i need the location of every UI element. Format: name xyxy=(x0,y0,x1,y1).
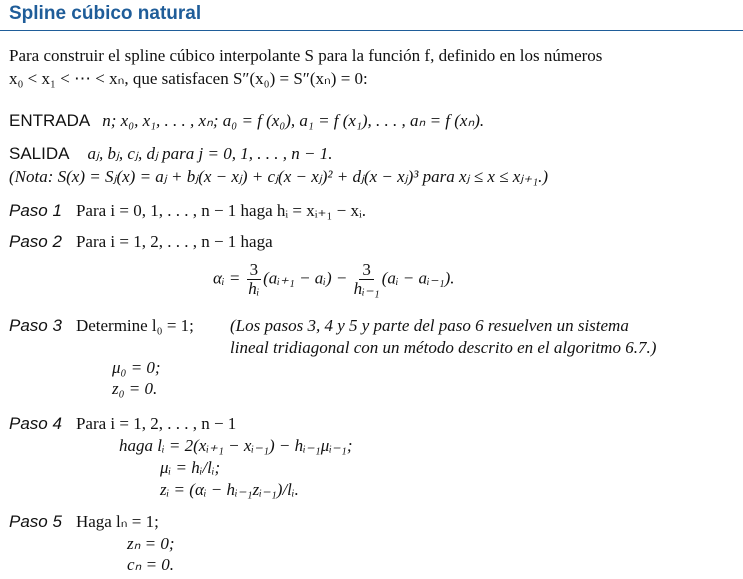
step-4-z: zᵢ = (αᵢ − hᵢ₋₁zᵢ₋₁)/lᵢ. xyxy=(160,480,299,499)
fraction-numerator: 3 xyxy=(359,261,374,280)
input-label: ENTRADA xyxy=(9,111,91,130)
fraction-numerator: 3 xyxy=(247,261,262,280)
step-3 xyxy=(9,316,194,336)
output-label: SALIDA xyxy=(9,144,70,163)
step-4 xyxy=(9,414,236,434)
step-4-label: Paso 4 xyxy=(9,414,62,433)
page-title: Spline cúbico natural xyxy=(9,3,202,24)
fraction-3-over-h xyxy=(247,261,262,298)
step-4-text: Para i = 1, 2, . . . , n − 1 xyxy=(75,414,237,433)
fraction-denominator: hᵢ₋₁ xyxy=(353,279,380,298)
step-5-cn: cₙ = 0. xyxy=(127,555,175,574)
step-1-label: Paso 1 xyxy=(9,201,62,220)
step-2-text: Para i = 1, 2, . . . , n − 1 haga xyxy=(75,232,273,251)
input-row xyxy=(9,111,484,131)
alpha-tail: (aᵢ − aᵢ₋₁). xyxy=(381,268,455,288)
step-2 xyxy=(9,232,273,252)
title-divider xyxy=(0,30,743,31)
alpha-mid: (aᵢ₊₁ − aᵢ) − xyxy=(263,268,348,288)
step-4-l: haga lᵢ = 2(xᵢ₊₁ − xᵢ₋₁) − hᵢ₋₁μᵢ₋₁; xyxy=(119,436,353,455)
output-note: (Nota: S(x) = Sⱼ(x) = aⱼ + bⱼ(x − xⱼ) + cⱼ(x − xⱼ)² + dⱼ(x − xⱼ)³ para xⱼ ≤ x ≤ xⱼ₊₁.) xyxy=(9,167,549,186)
output-text: aⱼ, bⱼ, cⱼ, dⱼ para j = 0, 1, . . . , n − 1. xyxy=(87,144,333,163)
fraction-3-over-h-prev xyxy=(354,261,380,298)
step-4-mu: μᵢ = hᵢ/lᵢ; xyxy=(160,458,221,477)
step-3-text: Determine l₀ = 1; xyxy=(75,316,194,335)
step-3-note-1: (Los pasos 3, 4 y 5 y parte del paso 6 resuelven un sistema xyxy=(230,316,629,335)
step-3-label: Paso 3 xyxy=(9,316,62,335)
output-row xyxy=(9,144,332,164)
step-3-note-2: lineal tridiagonal con un método descrito en el algoritmo 6.7.) xyxy=(230,338,657,357)
step-3-mu0: μ₀ = 0; xyxy=(112,358,161,377)
step-3-z0: z₀ = 0. xyxy=(112,379,158,398)
alpha-equation xyxy=(213,261,455,298)
step-5 xyxy=(9,512,159,532)
step-5-zn: zₙ = 0; xyxy=(127,534,175,553)
step-5-text: Haga lₙ = 1; xyxy=(75,512,159,531)
step-1-text: Para i = 0, 1, . . . , n − 1 haga hᵢ = xᵢ₊₁ − xᵢ. xyxy=(75,201,367,220)
intro-line-1: Para construir el spline cúbico interpolante S para la función f, definido en los números xyxy=(9,46,603,65)
step-1 xyxy=(9,201,366,221)
alpha-lhs: αᵢ = xyxy=(213,268,241,288)
step-2-label: Paso 2 xyxy=(9,232,62,251)
step-5-label: Paso 5 xyxy=(9,512,62,531)
input-text: n; x₀, x₁, . . . , xₙ; a₀ = f (x₀), a₁ = f (x₁), . . . , aₙ = f (xₙ). xyxy=(102,111,485,130)
intro-line-2: x₀ < x₁ < ⋯ < xₙ, que satisfacen S″(x₀) = S″(xₙ) = 0: xyxy=(9,69,368,88)
fraction-denominator: hᵢ xyxy=(248,279,260,298)
